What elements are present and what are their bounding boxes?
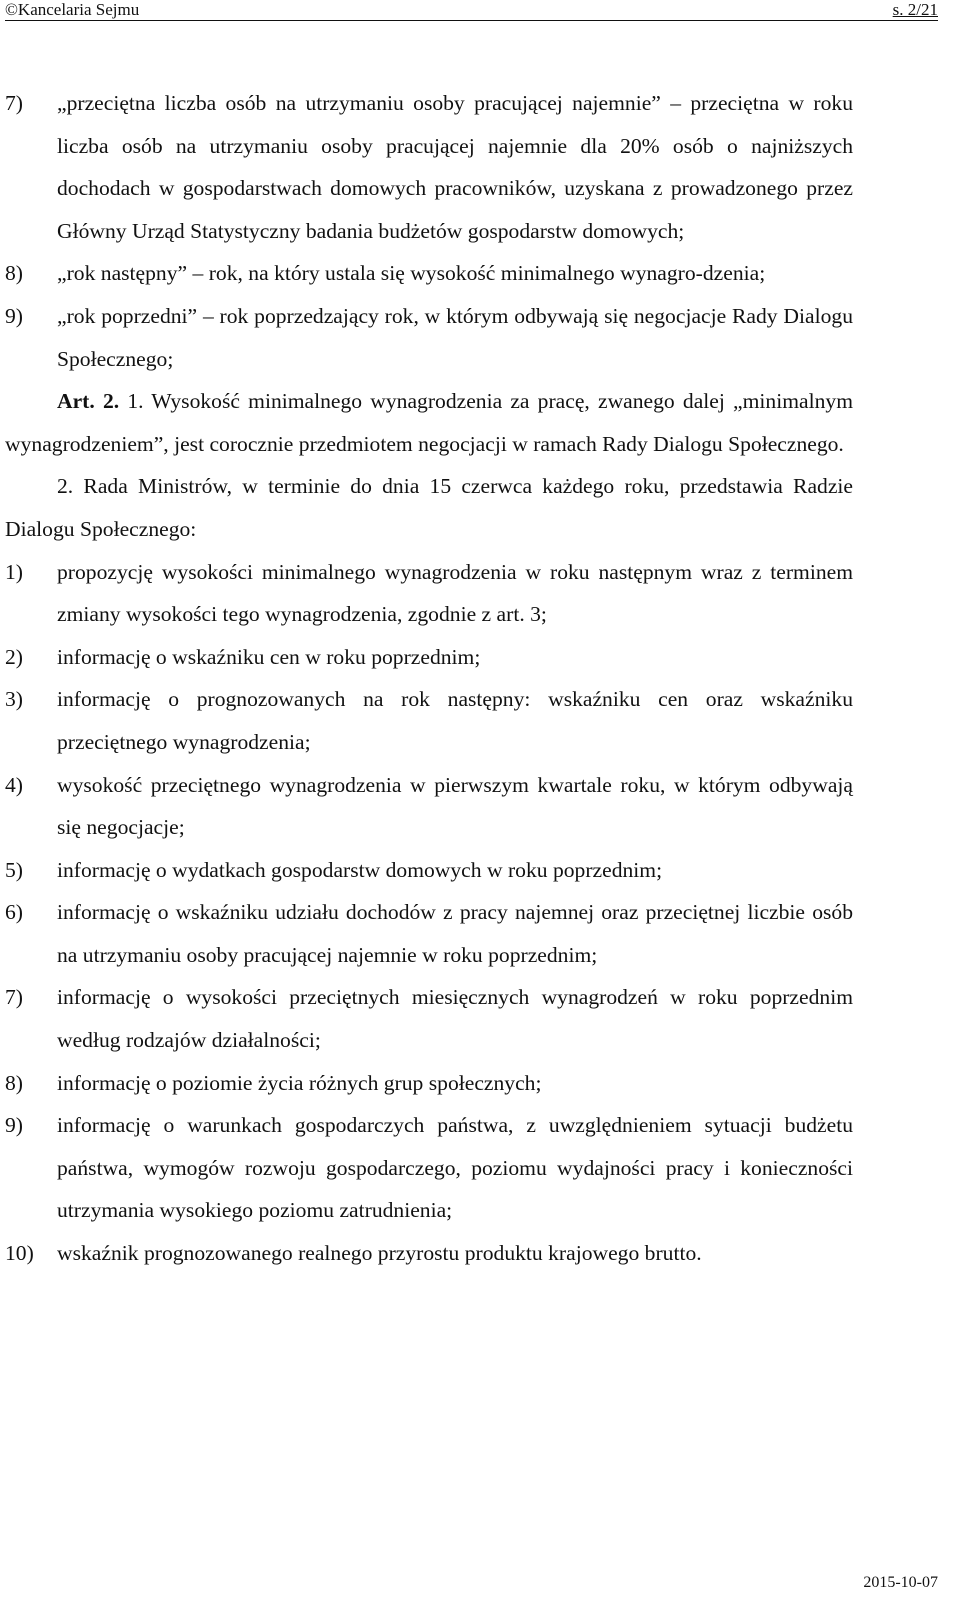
list-number: 6) — [5, 900, 23, 925]
list-number: 3) — [5, 687, 23, 712]
list-number: 1) — [5, 559, 23, 584]
definition-text: „przeciętna liczba osób na utrzymaniu osoby pracującej najemnie” – przeciętna w roku liczba osób na utrzymaniu osoby pracującej najemnie dla 20% osób o najniższych dochodach w gospodarstwach domowych pracowników, uzyskana z prowadzonego przez Główny Urząd Statystyczny badania budżetów gospodarstw domowych; — [57, 91, 853, 243]
list-text: propozycję wysokości minimalnego wynagrodzenia w roku następnym wraz z terminem zmiany wysokości tego wynagrodzenia, zgodnie z art. 3; — [57, 559, 853, 627]
list-item — [5, 1062, 853, 1105]
list-item — [5, 891, 853, 976]
header-page-number: s. 2/21 — [892, 0, 938, 19]
article-2-paragraph-2: 2. Rada Ministrów, w terminie do dnia 15 czerwca każdego roku, przedstawia Radzie Dialogu Społecznego: — [5, 474, 853, 541]
paragraph-text: 1. Wysokość minimalnego wynagrodzenia za pracę, zwanego dalej „minimalnym wynagrodzeniem”, jest corocznie przedmiotem negocjacji w ramach Rady Dialogu Społecznego. — [5, 389, 853, 456]
list-text: wskaźnik prognozowanego realnego przyrostu produktu krajowego brutto. — [57, 1241, 702, 1266]
list-item — [5, 636, 853, 679]
list-text: informację o wskaźniku cen w roku poprzednim; — [57, 644, 481, 669]
list-item — [5, 849, 853, 892]
header-rule — [5, 20, 938, 21]
list-text: wysokość przeciętnego wynagrodzenia w pierwszym kwartale roku, w którym odbywają się negocjacje; — [57, 772, 853, 840]
list-number: 5) — [5, 857, 23, 882]
list-number: 4) — [5, 772, 23, 797]
list-number: 9) — [5, 1113, 23, 1138]
list-item — [5, 551, 853, 636]
list-text: informację o wskaźniku udziału dochodów z pracy najemnej oraz przeciętnej liczbie osób na utrzymaniu osoby pracującej najemnie w roku poprzednim; — [57, 900, 853, 967]
list-item — [5, 976, 853, 1061]
footer-date: 2015-10-07 — [863, 1574, 938, 1591]
list-text: informację o warunkach gospodarczych państwa, z uwzględnieniem sytuacji budżetu państwa, wymogów rozwoju gospodarczego, poziomu wydajności pracy i konieczności utrzymania wysokiego poziomu zatrudnienia; — [57, 1113, 853, 1223]
definition-item — [5, 295, 853, 380]
definition-item — [5, 82, 853, 252]
list-item — [5, 1232, 853, 1275]
definition-text: „rok następny” – rok, na który ustala się wysokość minimalnego wynagro-dzenia; — [57, 261, 766, 286]
list-number: 10) — [5, 1241, 34, 1266]
document-body — [5, 82, 853, 1275]
list-item — [5, 764, 853, 849]
definition-item — [5, 252, 853, 295]
definition-number: 8) — [5, 261, 23, 286]
header-copyright: ©Kancelaria Sejmu — [5, 0, 140, 19]
list-item — [5, 678, 853, 763]
article-2-paragraph-1 — [5, 380, 853, 465]
definition-text: „rok poprzedni” – rok poprzedzający rok, w którym odbywają się negocjacje Rady Dialogu Społecznego; — [57, 303, 853, 371]
list-number: 7) — [5, 985, 23, 1010]
list-item — [5, 1104, 853, 1232]
list-text: informację o wysokości przeciętnych miesięcznych wynagrodzeń w roku poprzednim według rodzajów działalności; — [57, 985, 853, 1053]
list-number: 2) — [5, 644, 23, 669]
definition-number: 7) — [5, 91, 23, 115]
definition-number: 9) — [5, 303, 23, 328]
list-text: informację o wydatkach gospodarstw domowych w roku poprzednim; — [57, 857, 663, 882]
list-number: 8) — [5, 1070, 23, 1095]
list-text: informację o prognozowanych na rok następny: wskaźniku cen oraz wskaźniku przeciętnego wynagrodzenia; — [57, 687, 853, 754]
page-header — [0, 0, 960, 23]
list-text: informację o poziomie życia różnych grup społecznych; — [57, 1070, 542, 1095]
article-label: Art. 2. — [57, 389, 120, 414]
